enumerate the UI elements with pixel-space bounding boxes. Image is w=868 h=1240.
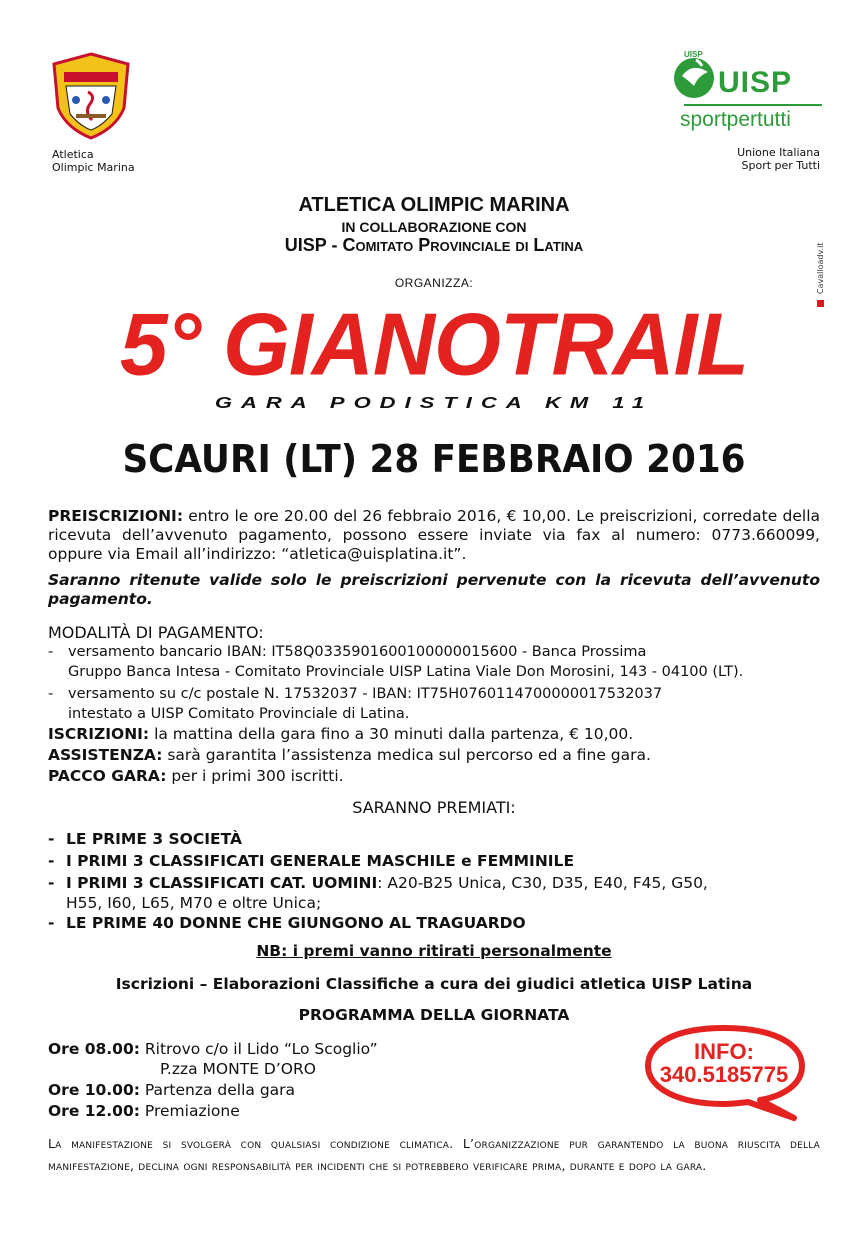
- credits-line: Iscrizioni – Elaborazioni Classifiche a cura dei giudici atletica UISP Latina: [115, 975, 753, 993]
- iscrizioni-text: la mattina della gara fino a 30 minuti dalla partenza, € 10,00.: [149, 725, 634, 743]
- organizza-label: ORGANIZZA:: [394, 276, 474, 290]
- programma-heading: PROGRAMMA DELLA GIORNATA: [298, 1006, 570, 1024]
- bullet-dash: -: [48, 830, 55, 848]
- assistenza-line: [48, 746, 651, 764]
- right-logo-caption: Unione Italiana Sport per Tutti: [737, 146, 820, 172]
- iscrizioni-label: ISCRIZIONI:: [48, 725, 150, 743]
- event-subtitle: GARA PODISTICA KM 11: [214, 393, 654, 412]
- iscrizioni-line: [48, 725, 633, 743]
- pagamento-heading: MODALITÀ DI PAGAMENTO:: [48, 623, 264, 642]
- atletica-olimpic-marina-logo: [46, 50, 136, 140]
- uisp-logo: [666, 48, 826, 140]
- prize-bold: LE PRIME 3 SOCIETÀ: [66, 830, 242, 848]
- bullet-dash: -: [48, 686, 54, 702]
- prize-rest: : A20-B25 Unica, C30, D35, E40, F45, G50,: [377, 874, 708, 892]
- assistenza-text: sarà garantita l’assistenza medica sul percorso ed a fine gara.: [162, 746, 651, 764]
- pacco-gara-line: [48, 767, 344, 785]
- schedule-time: Ore 12.00:: [48, 1102, 140, 1120]
- payment-postal-line2: intestato a UISP Comitato Provinciale di Latina.: [68, 706, 410, 722]
- schedule-text: Partenza della gara: [139, 1081, 296, 1099]
- schedule-text: P.zza MONTE D’ORO: [160, 1060, 316, 1078]
- payment-bank-line2: Gruppo Banca Intesa - Comitato Provinciale UISP Latina Viale Don Morosini, 143 - 04100 (LT).: [68, 664, 744, 680]
- nb-note: NB: i premi vanno ritirati personalmente: [256, 942, 612, 960]
- organizer-uisp: UISP - Comitato Provinciale di Latina: [284, 235, 584, 255]
- organizer-collab: IN COLLABORAZIONE CON: [341, 219, 527, 235]
- payment-postal-line1: versamento su c/c postale N. 17532037 - IBAN: IT75H0760114700000017532037: [68, 686, 663, 702]
- organizer-title: ATLETICA OLIMPIC MARINA: [298, 194, 570, 216]
- assistenza-label: ASSISTENZA:: [48, 746, 163, 764]
- left-logo-caption: Atletica Olimpic Marina: [52, 148, 135, 174]
- event-title: 5° GIANOTRAIL: [119, 296, 749, 394]
- weather-disclaimer: La manifestazione si svolgerà con qualsiasi condizione climatica. L’organizzazione pur garantendo la buona riuscita della manifestazione, declina ogni responsabilità per incidenti che si potrebbero verificare prima, durante e dopo la gara.: [48, 1136, 820, 1173]
- schedule-item-continuation: [160, 1060, 316, 1078]
- preiscrizioni-validity-note: Saranno ritenute valide solo le preiscrizioni pervenute con la ricevuta dell’avvenuto pagamento.: [48, 571, 820, 608]
- prize-bold: LE PRIME 40 DONNE CHE GIUNGONO AL TRAGUARDO: [66, 914, 526, 932]
- event-date-location: SCAURI (LT) 28 FEBBRAIO 2016: [122, 437, 746, 481]
- prize-bold: I PRIMI 3 CLASSIFICATI GENERALE MASCHILE e FEMMINILE: [66, 852, 575, 870]
- schedule-time: Ore 10.00:: [48, 1081, 140, 1099]
- preiscrizioni-label: PREISCRIZIONI:: [48, 507, 184, 525]
- schedule-text: Ritrovo c/o il Lido “Lo Scoglio”: [139, 1040, 378, 1058]
- preiscrizioni-paragraph: [48, 507, 820, 564]
- info-phone: 340.5185775: [659, 1062, 789, 1087]
- info-speech-bubble: [644, 1022, 822, 1122]
- premiati-heading: SARANNO PREMIATI:: [352, 798, 516, 817]
- schedule-item: [48, 1040, 378, 1058]
- bullet-dash: -: [48, 852, 55, 870]
- uisp-wordmark: UISP: [718, 66, 793, 99]
- schedule-item: [48, 1102, 240, 1120]
- logo-divider: [684, 104, 822, 106]
- schedule-item: [48, 1081, 295, 1099]
- bullet-dash: -: [48, 874, 55, 892]
- side-credit-text: Cavalloadv.it: [816, 242, 825, 294]
- schedule-time: Ore 08.00:: [48, 1040, 140, 1058]
- uisp-tagline: sportpertutti: [680, 108, 791, 131]
- prize-rest: H55, I60, L65, M70 e oltre Unica;: [66, 894, 322, 912]
- pacco-gara-text: per i primi 300 iscritti.: [166, 767, 344, 785]
- uisp-small-label: UISP: [684, 50, 703, 59]
- prize-bold: I PRIMI 3 CLASSIFICATI CAT. UOMINI: [66, 874, 378, 892]
- payment-bank-line1: versamento bancario IBAN: IT58Q0335901600100000015600 - Banca Prossima: [68, 644, 647, 660]
- schedule-text: Premiazione: [139, 1102, 240, 1120]
- pacco-gara-label: PACCO GARA:: [48, 767, 167, 785]
- preiscrizioni-text: entro le ore 20.00 del 26 febbraio 2016, € 10,00. Le preiscrizioni, corredate della ricevuta dell’avvenuto pagamento, possono essere inviate via fax al numero: 0773.660099, oppure via Email all’indirizzo: “atletica@uisplatina.it”.: [48, 507, 820, 563]
- info-label: INFO:: [694, 1039, 754, 1064]
- bullet-dash: -: [48, 914, 55, 932]
- bullet-dash: -: [48, 644, 54, 660]
